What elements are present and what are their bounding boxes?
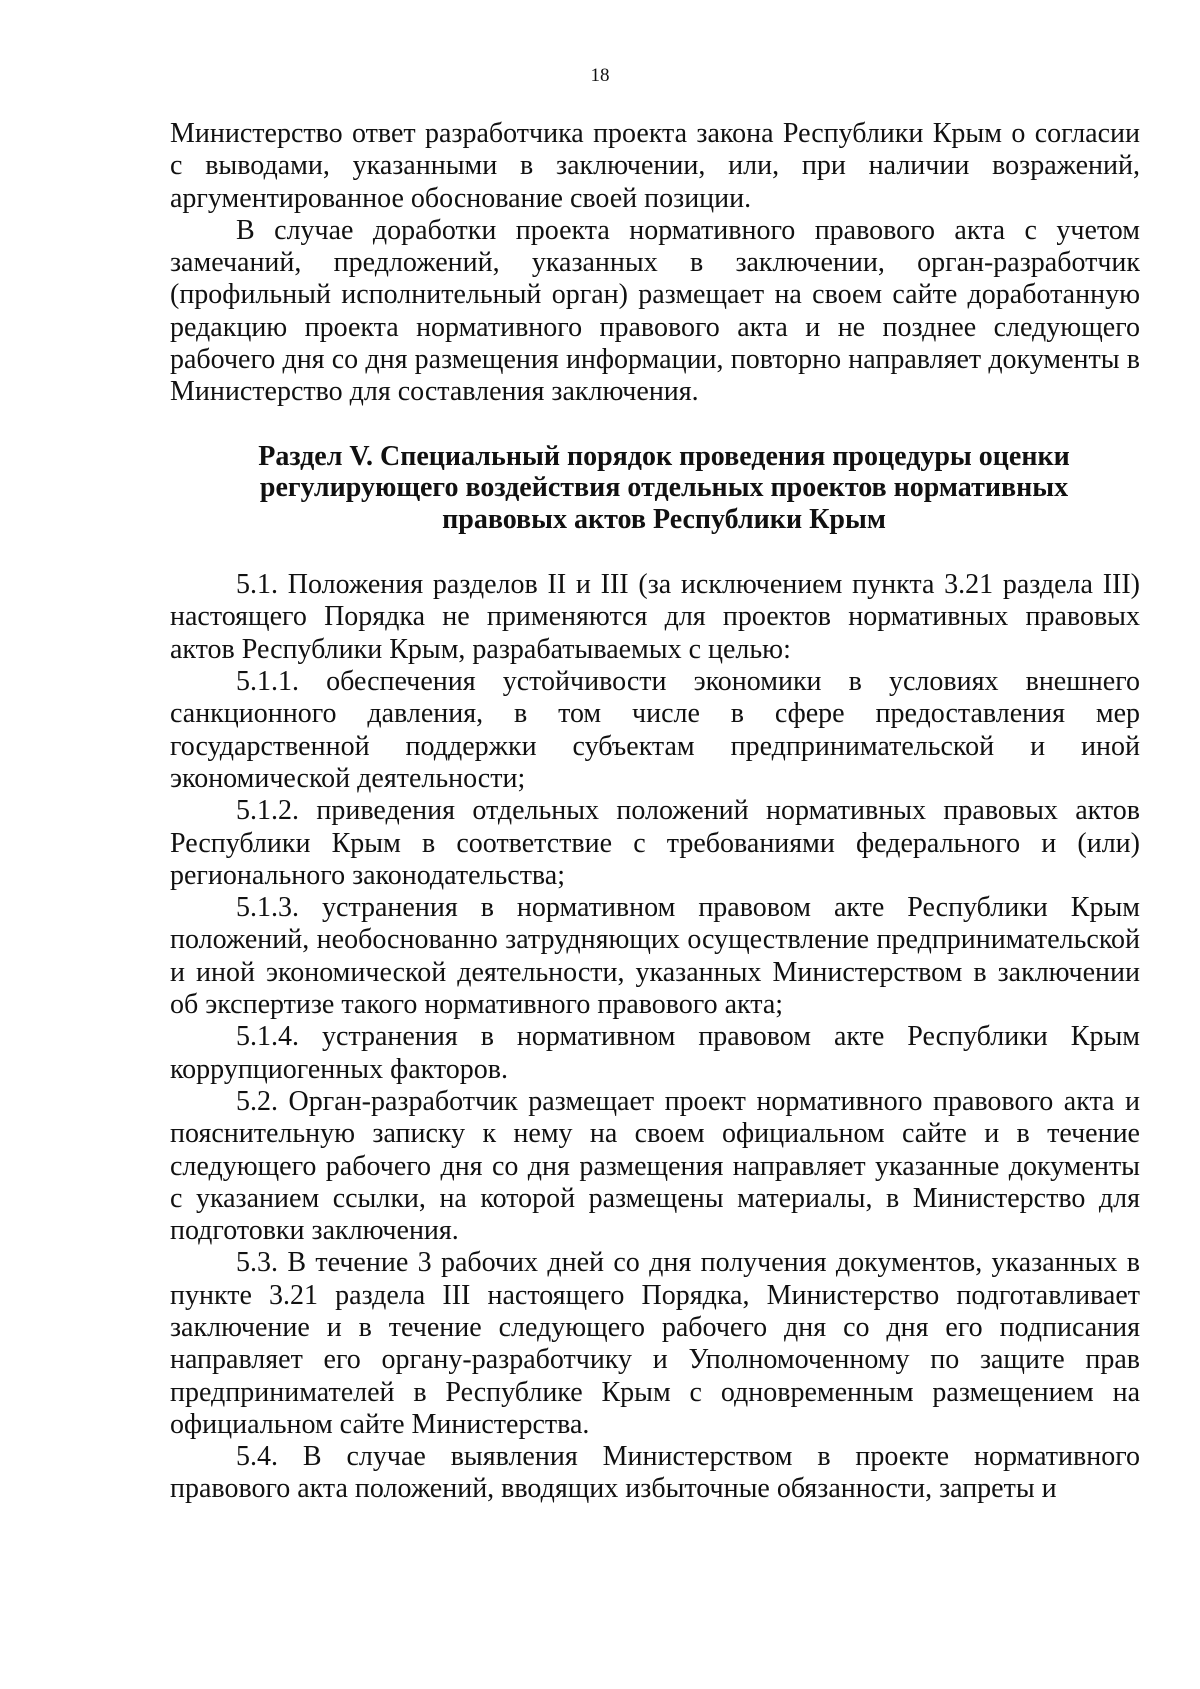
document-body	[170, 118, 1140, 1506]
paragraph: Министерство ответ разработчика проекта закона Республики Крым о согласии с выводами, указанными в заключении, или, при наличии возражений, аргументированное обоснование своей позиции.	[170, 118, 1140, 214]
paragraph-group-top	[170, 118, 1140, 409]
paragraph: 5.1. Положения разделов II и III (за исключением пункта 3.21 раздела III) настоящего Порядка не применяются для проектов нормативных правовых актов Республики Крым, разрабатываемых с целью:	[170, 569, 1140, 665]
paragraph: 5.1.3. устранения в нормативном правовом акте Республики Крым положений, необоснованно затрудняющих осуществление предпринимательской и иной экономической деятельности, указанных Министерством в заключении об экспертизе такого нормативного правового акта;	[170, 892, 1140, 1021]
paragraph: 5.2. Орган-разработчик размещает проект нормативного правового акта и пояснительную записку к нему на своем официальном сайте и в течение следующего рабочего дня со дня размещения направляет указанные документы с указанием ссылки, на которой размещены материалы, в Министерство для подготовки заключения.	[170, 1085, 1140, 1247]
paragraph: 5.1.2. приведения отдельных положений нормативных правовых актов Республики Крым в соответствие с требованиями федерального и (или) регионального законодательства;	[170, 795, 1140, 891]
page-number: 18	[590, 65, 610, 86]
paragraph: 5.3. В течение 3 рабочих дней со дня получения документов, указанных в пункте 3.21 раздела III настоящего Порядка, Министерство подготавливает заключение и в течение следующего рабочего дня со дня его подписания направляет его органу-разработчику и Уполномоченному по защите прав предпринимателей в Республике Крым с одновременным размещением на официальном сайте Министерства.	[170, 1247, 1140, 1440]
section-heading: Раздел V. Специальный порядок проведения процедуры оценки регулирующего воздействия отдельных проектов нормативных правовых актов Республики Крым	[258, 440, 1070, 535]
paragraph: В случае доработки проекта нормативного правового акта с учетом замечаний, предложений, указанных в заключении, орган-разработчик (профильный исполнительный орган) размещает на своем сайте доработанную редакцию проекта нормативного правового акта и не позднее следующего рабочего дня со дня размещения информации, повторно направляет документы в Министерство для составления заключения.	[170, 214, 1140, 408]
paragraph: 5.1.4. устранения в нормативном правовом акте Республики Крым коррупциогенных факторов.	[170, 1021, 1140, 1085]
paragraph: 5.1.1. обеспечения устойчивости экономики в условиях внешнего санкционного давления, в том числе в сфере предоставления мер государственной поддержки субъектам предпринимательской и иной экономической деятельности;	[170, 666, 1140, 794]
paragraph-group-bottom	[170, 569, 1140, 1506]
paragraph: 5.4. В случае выявления Министерством в проекте нормативного правового акта положений, вводящих избыточные обязанности, запреты и	[170, 1441, 1140, 1505]
